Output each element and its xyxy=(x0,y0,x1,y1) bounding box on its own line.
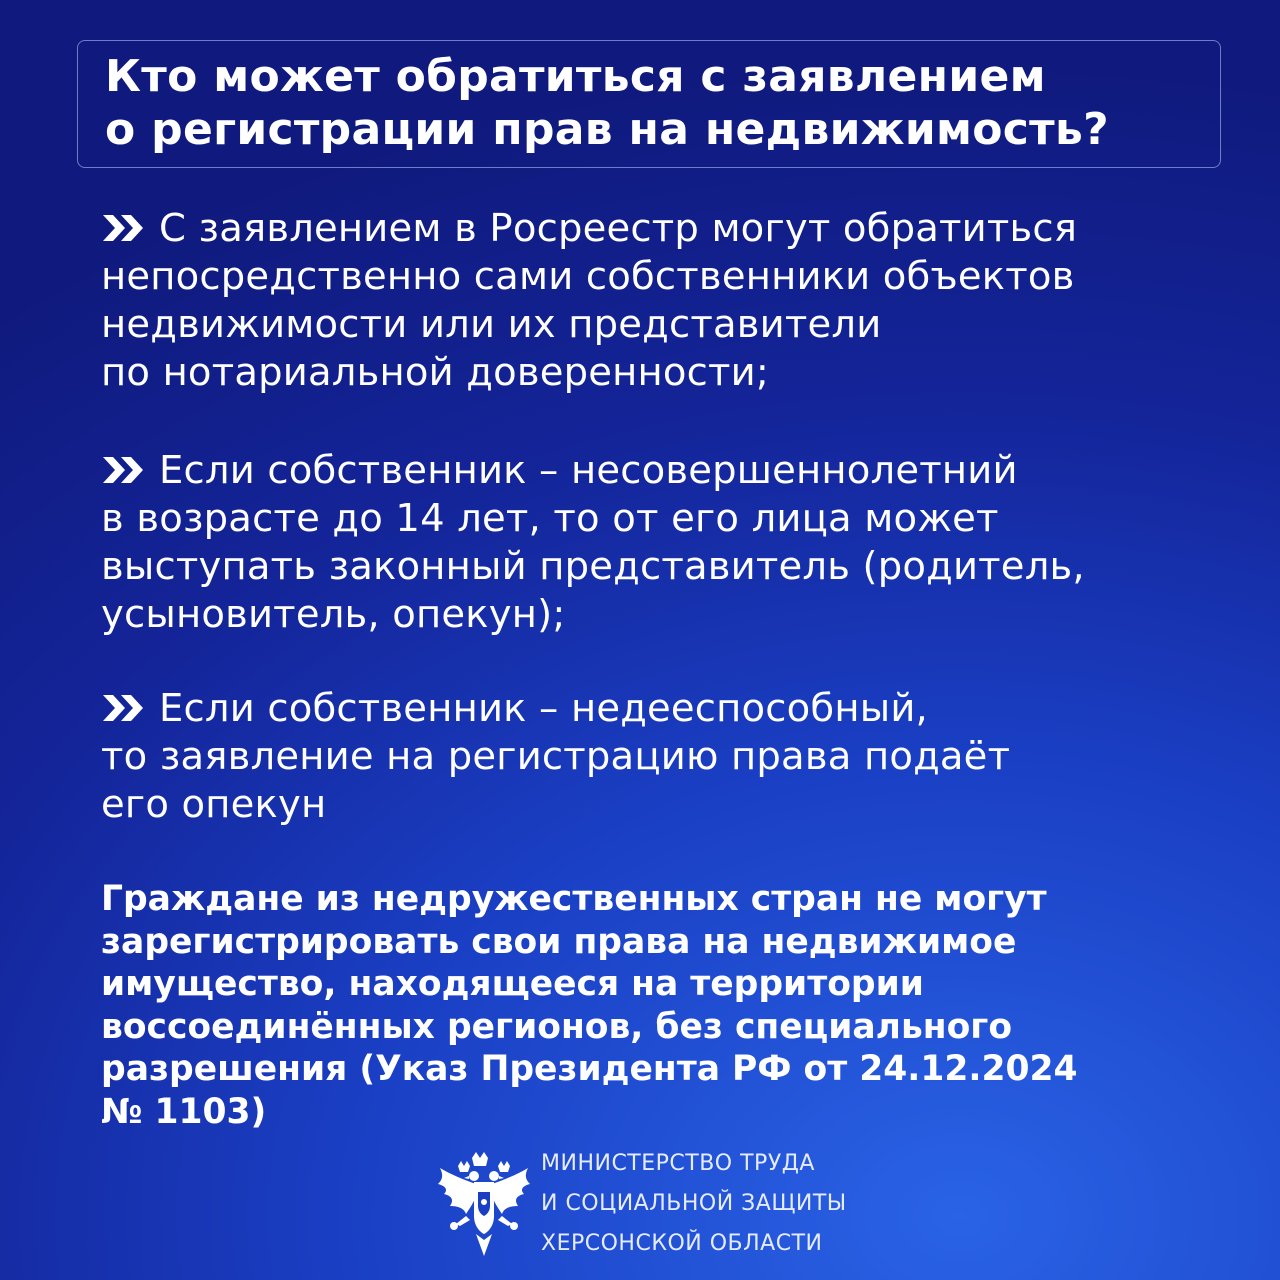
ministry-name xyxy=(541,1144,847,1264)
bullet-item-1 xyxy=(101,205,1077,397)
ministry-line-1: МИНИСТЕРСТВО ТРУДА xyxy=(541,1151,815,1176)
bullet-3-line-2: то заявление на регистрацию права подаёт xyxy=(101,734,1011,779)
bullet-1-line-1: С заявлением в Росреестр могут обратиться xyxy=(159,206,1078,251)
page-title-line-2: о регистрации прав на недвижимость? xyxy=(105,104,1109,155)
bullet-item-2 xyxy=(101,447,1085,639)
bullet-3-line-1: Если собственник – недееспособный, xyxy=(159,686,928,731)
bullet-2-line-3: выступать законный представитель (родитель, xyxy=(101,544,1085,589)
title-box xyxy=(77,40,1221,168)
note-line-3: имущество, находящееся на территории xyxy=(101,964,924,1004)
bullet-2-line-1: Если собственник – несовершеннолетний xyxy=(159,448,1018,493)
bullet-1-line-2: непосредственно сами собственники объектов xyxy=(101,254,1075,299)
double-chevron-right-icon xyxy=(101,693,147,723)
note-line-6: № 1103) xyxy=(101,1091,267,1132)
ministry-line-2: И СОЦИАЛЬНОЙ ЗАЩИТЫ xyxy=(541,1191,847,1216)
double-chevron-right-icon xyxy=(101,213,147,243)
page-title-line-1: Кто может обратиться с заявлением xyxy=(105,51,1046,102)
legal-note xyxy=(101,878,1078,1133)
bullet-2-line-2: в возрасте до 14 лет, то от его лица может xyxy=(101,496,999,541)
bullet-2-line-4: усыновитель, опекун); xyxy=(101,592,566,637)
eagle-emblem-icon xyxy=(436,1150,532,1260)
double-chevron-right-icon xyxy=(101,455,147,485)
note-line-1: Граждане из недружественных стран не могут xyxy=(101,879,1047,919)
bullet-3-line-3: его опекун xyxy=(101,782,327,827)
bullet-1-line-3: недвижимости или их представители xyxy=(101,302,882,347)
bullet-item-3 xyxy=(101,685,1010,829)
ministry-line-3: ХЕРСОНСКОЙ ОБЛАСТИ xyxy=(541,1231,823,1256)
note-line-2: зарегистрировать свои права на недвижимое xyxy=(101,921,1017,962)
note-line-5: разрешения (Указ Президента РФ от 24.12.2024 xyxy=(101,1049,1078,1089)
bullet-1-line-4: по нотариальной доверенности; xyxy=(101,350,770,395)
note-line-4: воссоединённых регионов, без специального xyxy=(101,1006,1013,1047)
